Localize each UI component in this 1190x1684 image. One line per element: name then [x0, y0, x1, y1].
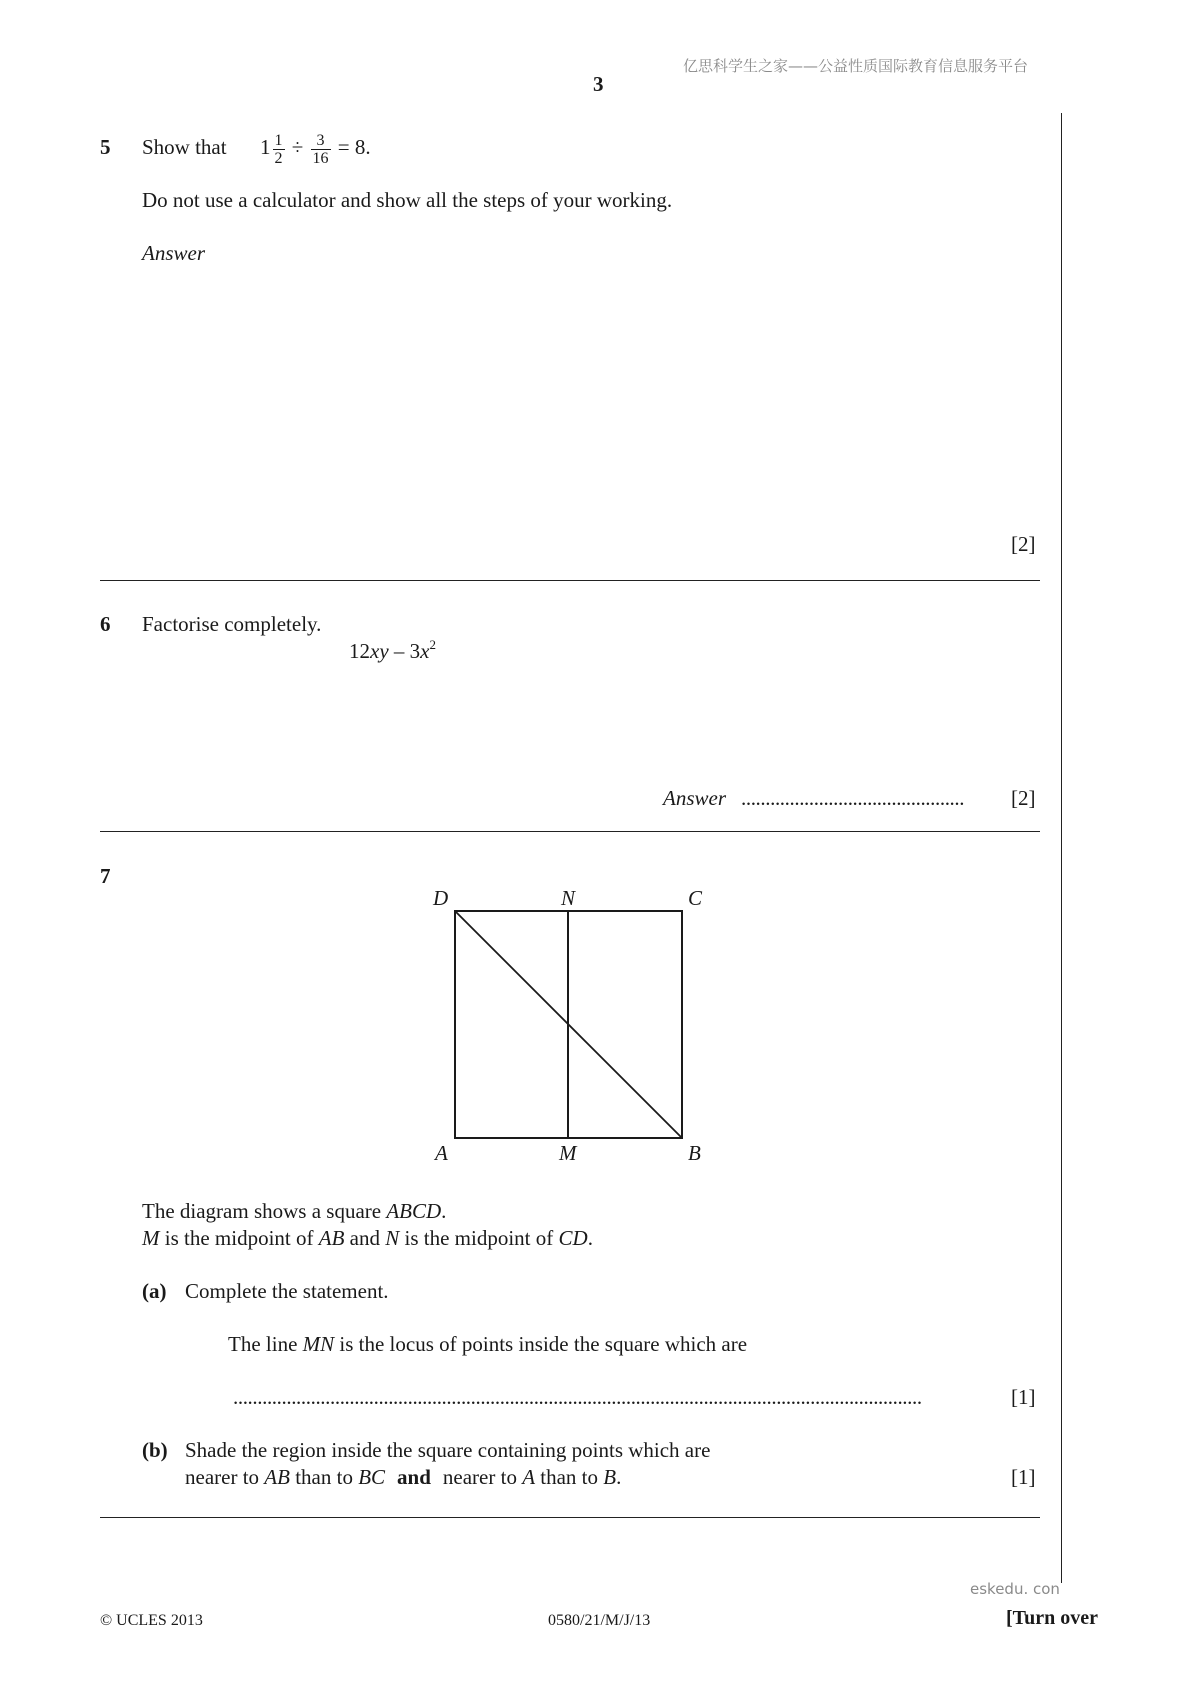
q6-answer-line[interactable]: .............................................. — [741, 786, 965, 810]
q7b-l2-and: and — [397, 1465, 431, 1489]
q7-number: 7 — [100, 864, 111, 888]
q7b-l2-h: than to — [535, 1465, 604, 1489]
q7a-answer-line[interactable]: .............................................................................................................................................. — [233, 1385, 922, 1409]
footer-paper-code: 0580/21/M/J/13 — [548, 1612, 651, 1629]
q5-frac1-num: 1 — [274, 131, 283, 149]
q5-result: = 8. — [337, 135, 371, 159]
q7-desc2-d: and — [344, 1226, 386, 1250]
vertex-label-m: M — [559, 1141, 577, 1165]
q7b-l2-a: nearer to — [185, 1465, 265, 1489]
q6-number: 6 — [100, 612, 111, 636]
q5-answer-label: Answer — [142, 241, 205, 265]
q7-desc2-b: is the midpoint of — [159, 1226, 319, 1250]
vertex-label-a: A — [435, 1141, 448, 1165]
footer-turn-over: [Turn over — [1006, 1607, 1099, 1629]
q7-desc2-f: is the midpoint of — [399, 1226, 559, 1250]
vertex-label-b: B — [688, 1141, 701, 1165]
q7b-l2-g: A — [522, 1465, 536, 1489]
q7-desc2-g: CD — [558, 1226, 588, 1250]
page-number: 3 — [593, 72, 604, 96]
q7b-l2-d: BC — [358, 1465, 386, 1489]
q7-description-2 — [142, 1226, 593, 1251]
q7a-prompt: Complete the statement. — [185, 1279, 389, 1303]
q5-marks: [2] — [1011, 532, 1036, 556]
q7b-l2-c: than to — [289, 1465, 359, 1489]
footer-copyright: © UCLES 2013 — [100, 1612, 203, 1629]
vertex-label-c: C — [688, 886, 703, 910]
watermark-top: 亿思科学生之家——公益性质国际教育信息服务平台 — [683, 57, 1029, 75]
q6-expr-exponent: 2 — [429, 637, 436, 652]
q6-prompt: Factorise completely. — [142, 612, 322, 636]
q6-answer-label: Answer — [663, 786, 726, 810]
q7a-stmt-a: The line — [228, 1332, 303, 1356]
q7b-label: (b) — [142, 1438, 168, 1462]
q5-div-sign: ÷ — [291, 135, 304, 159]
q7b-marks: [1] — [1011, 1465, 1036, 1489]
q7-desc1-b: ABCD — [386, 1199, 442, 1223]
q7-desc2-a: M — [142, 1226, 160, 1250]
q7b-l2-i: B — [603, 1465, 617, 1489]
q7a-stmt-c: is the locus of points inside the square which are — [334, 1332, 748, 1356]
q5-frac2-den: 16 — [312, 149, 329, 167]
q7b-l2-j: . — [616, 1465, 622, 1489]
q7-description-1 — [142, 1199, 446, 1224]
q7b-line-2 — [185, 1465, 621, 1490]
q7-desc2-e: N — [385, 1226, 400, 1250]
q7-divider — [100, 1517, 1040, 1518]
q7-desc2-c: AB — [318, 1226, 345, 1250]
vertex-label-d: D — [433, 886, 449, 910]
q7b-l2-b: AB — [264, 1465, 290, 1489]
q5-prompt: Show that — [142, 135, 227, 159]
q7a-stmt-b: MN — [302, 1332, 335, 1356]
q5-frac1-den: 2 — [274, 149, 283, 167]
q7b-line-1: Shade the region inside the square containing points which are — [185, 1438, 711, 1462]
q7a-label: (a) — [142, 1279, 167, 1303]
q6-expr-a: 12 — [349, 639, 370, 663]
watermark-bottom: eskedu. con — [970, 1580, 1060, 1598]
q6-marks: [2] — [1011, 786, 1036, 810]
q7-desc1-a: The diagram shows a square — [142, 1199, 387, 1223]
q7b-l2-f: nearer to — [442, 1465, 523, 1489]
q6-expr-b: xy — [370, 639, 389, 663]
q5-frac2-num: 3 — [311, 132, 331, 150]
q7-desc2-h: . — [587, 1226, 593, 1250]
q7-desc1-c: . — [441, 1199, 447, 1223]
q6-expr-c: – 3 — [388, 639, 421, 663]
vertex-label-n: N — [561, 886, 576, 910]
q7a-statement — [228, 1332, 747, 1357]
q6-expr-d: x — [420, 639, 430, 663]
q5-number: 5 — [100, 135, 111, 159]
q5-instruction: Do not use a calculator and show all the steps of your working. — [142, 188, 673, 212]
q7a-marks: [1] — [1011, 1385, 1036, 1409]
q5-whole: 1 — [260, 135, 271, 159]
